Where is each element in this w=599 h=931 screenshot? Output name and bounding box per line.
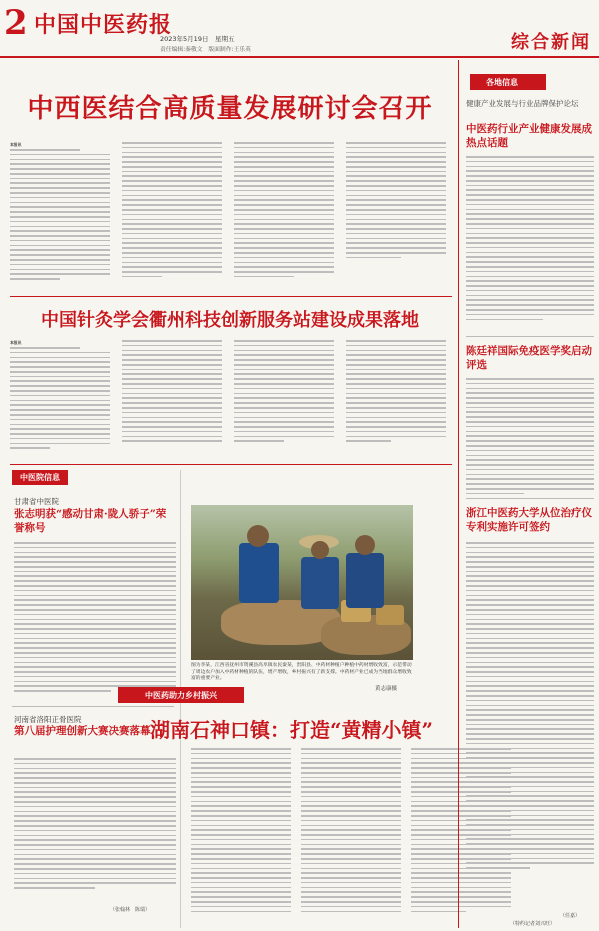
- text-lines: [122, 142, 222, 281]
- main-headline: 中西医结合高质量发展研讨会召开: [27, 94, 433, 124]
- text-lines: [234, 340, 334, 445]
- hospital-news-label: 中医院信息: [12, 470, 68, 485]
- item-divider: [466, 498, 594, 499]
- hospital-item-body: [14, 542, 176, 695]
- feature-ribbon: 中医药助力乡村振兴: [118, 687, 244, 703]
- text-lines: [346, 340, 446, 445]
- newspaper-masthead: 中国中医药报: [34, 12, 173, 38]
- text-lines: [10, 149, 110, 283]
- editor-credit: 责任编辑:秦敬文 版面制作:王乐英: [160, 47, 251, 53]
- main-story-byline: 本报讯: [10, 142, 22, 147]
- sidebar-label: 各地信息: [470, 74, 546, 90]
- sidebar-item-body: [466, 156, 594, 323]
- second-story-body: [10, 340, 450, 460]
- sidebar-item-body: [466, 542, 594, 872]
- text-lines: [301, 748, 401, 915]
- section-divider: [10, 464, 452, 465]
- hospital-item-kicker: 甘肃省中医院: [14, 497, 59, 506]
- feature-credit: （特约记者刘兴旺）: [510, 921, 556, 927]
- text-lines: [234, 142, 334, 281]
- hospital-item-title: 第八届护理创新大赛决赛落幕: [14, 725, 151, 737]
- sidebar-kicker: 健康产业发展与行业品牌保护论坛: [466, 99, 579, 108]
- item-divider: [12, 706, 174, 707]
- main-story-body: [10, 142, 450, 292]
- item-divider: [466, 336, 594, 337]
- section-title: 综合新闻: [511, 32, 591, 53]
- text-lines: [191, 748, 291, 915]
- page-header: [0, 0, 599, 58]
- second-story-byline: 本报讯: [10, 340, 22, 345]
- sidebar-item-title: 浙江中医药大学从位治疗仪专利实施许可签约: [466, 507, 592, 533]
- farm-photo: [191, 505, 413, 660]
- photo-caption: 图为李某，江西省抚州市资溪县高阜镇农民秦某，贵阳县、中药材种植户种植中药材增收致富，示范带动了周边农户加入中药材种植的队伍，增产增收，乡村振兴有了新支撑。中药材产业已成为当地群众增收致富的重要产业。: [191, 663, 412, 682]
- section-divider: [10, 296, 452, 297]
- photo-credit: 黄志康摄: [375, 686, 398, 692]
- hospital-item-title: 张志明获“感动甘肃·陇人骄子”荣誉称号: [14, 508, 167, 534]
- text-lines: [122, 340, 222, 445]
- hospital-item-body: [14, 758, 176, 892]
- hospital-item-byline: （张翰林 陈瑞）: [110, 907, 151, 913]
- sidebar-item-title: 陈廷祥国际免疫医学奖启动评选: [466, 345, 592, 371]
- sidebar-divider: [458, 60, 459, 928]
- sidebar-item-title: 中医药行业产业健康发展成热点话题: [466, 123, 592, 149]
- text-lines: [346, 142, 446, 262]
- issue-date: 2023年5月19日 星期五: [160, 35, 235, 43]
- text-lines: [10, 347, 110, 452]
- sidebar-byline: （任嘉）: [560, 913, 581, 919]
- feature-headline: 湖南石神口镇：打造“黄精小镇”: [150, 718, 434, 742]
- sidebar-item-body: [466, 378, 594, 498]
- page-number: 2: [4, 3, 28, 43]
- second-headline: 中国针灸学会衢州科技创新服务站建设成果落地: [41, 310, 419, 331]
- hospital-item-kicker: 河南省洛阳正骨医院: [14, 715, 82, 724]
